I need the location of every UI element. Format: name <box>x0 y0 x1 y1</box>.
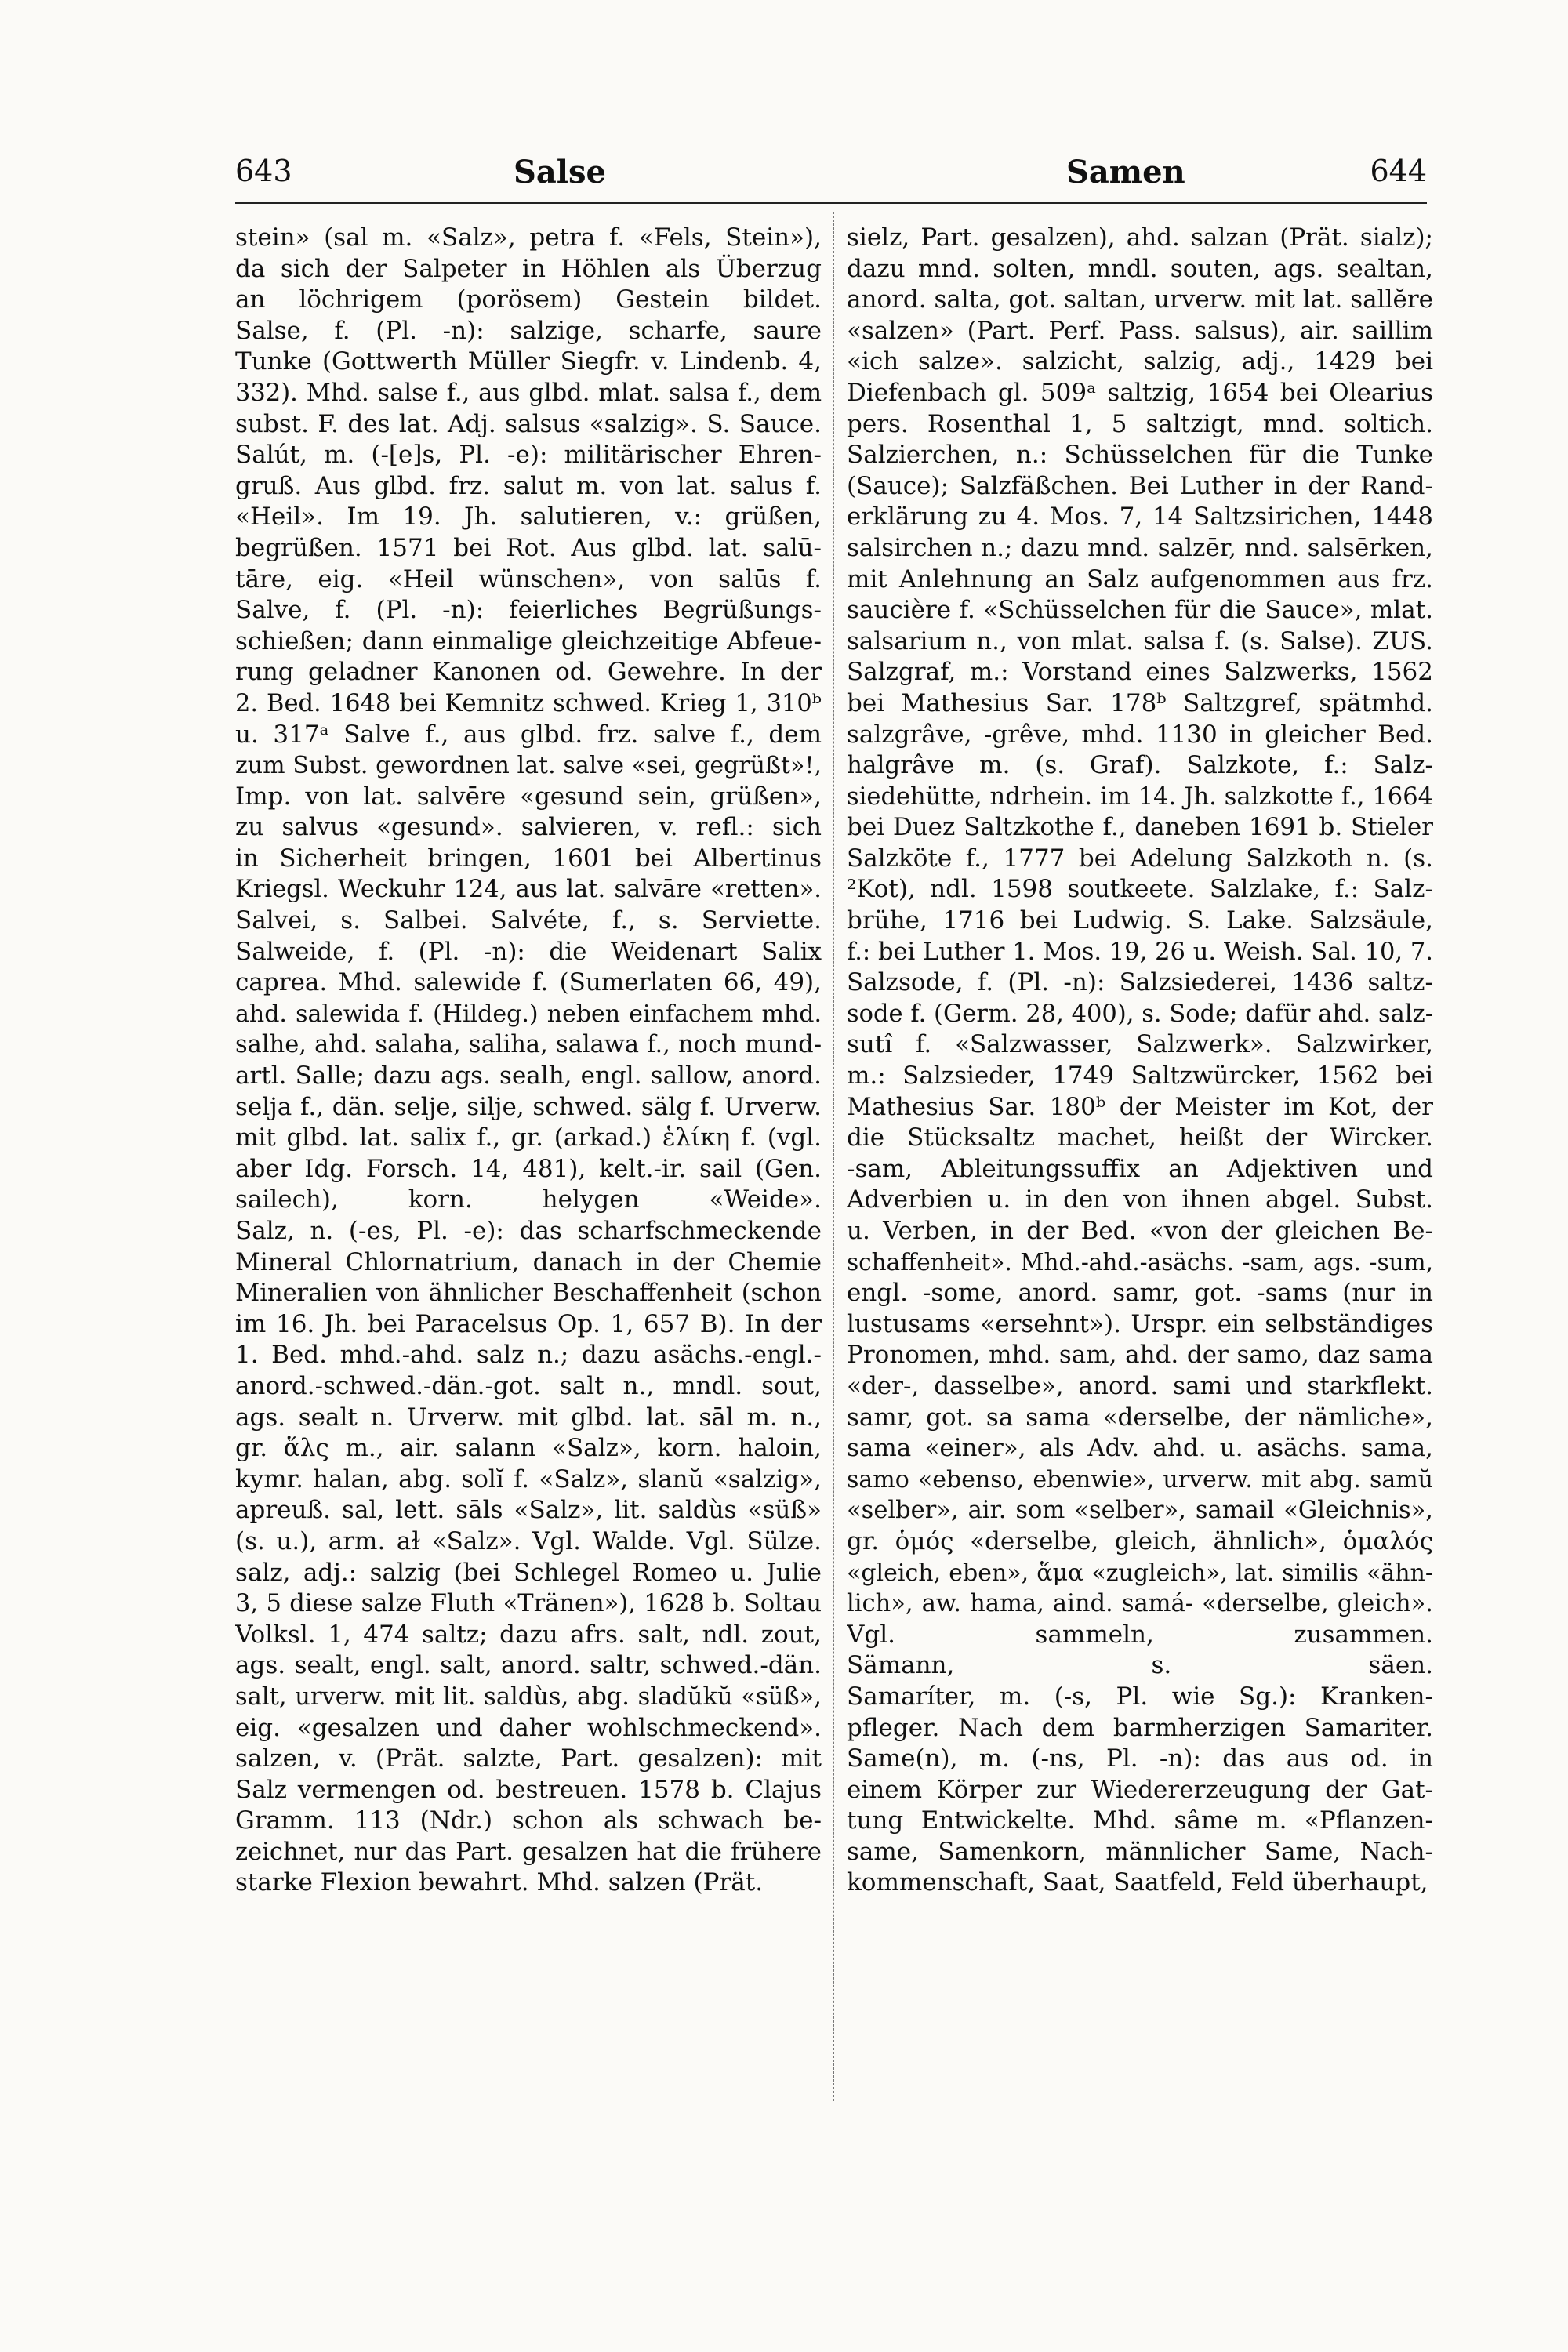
text-line: anord. salta, got. saltan, urverw. mit lat. sallĕre <box>847 285 1433 314</box>
text-line: samr, got. sa sama «derselbe, der nämliche», <box>847 1403 1433 1432</box>
text-line: gruß. Aus glbd. frz. salut m. von lat. salus f. <box>235 471 822 500</box>
text-line: Samaríter, m. (-s, Pl. wie Sg.): Kranken- <box>847 1682 1433 1711</box>
text-line: 2. Bed. 1648 bei Kemnitz schwed. Krieg 1, 310ᵇ <box>235 689 822 717</box>
text-line: Salzgraf, m.: Vorstand eines Salzwerks, 1562 <box>847 658 1433 687</box>
text-line: tāre, eig. «Heil wünschen», von salūs f. <box>235 564 822 593</box>
text-line: Mineral Chlornatrium, danach in der Chemie <box>235 1247 822 1276</box>
text-line: zum Subst. gewordnen lat. salve «sei, gegrüßt»!, <box>235 752 822 780</box>
text-line: «Heil». Im 19. Jh. salutieren, v.: grüßen, <box>235 503 822 532</box>
text-line: selja f., dän. selje, silje, schwed. sälg f. Urverw. <box>235 1092 822 1121</box>
text-line: 1. Bed. mhd.-ahd. salz n.; dazu asächs.-engl.- <box>235 1341 822 1370</box>
text-line: samo «ebenso, ebenwie», urverw. mit abg. samŭ <box>847 1465 1433 1494</box>
text-line: u. 317ᵃ Salve f., aus glbd. frz. salve f., dem <box>235 720 822 749</box>
text-line: salsarium n., von mlat. salsa f. (s. Salse). ZUS. <box>847 626 1433 655</box>
text-line: da sich der Salpeter in Höhlen als Überzug <box>235 254 822 283</box>
text-line: Salút, m. (-[e]s, Pl. -e): militärischer Ehren- <box>235 441 822 470</box>
text-line: eig. «gesalzen und daher wohlschmeckend». <box>235 1713 822 1742</box>
text-line: «gleich, eben», ἅμα «zugleich», lat. similis «ähn- <box>847 1559 1433 1587</box>
text-line: die Stücksaltz machet, heißt der Wircker. <box>847 1123 1433 1152</box>
text-line: mit Anlehnung an Salz aufgenommen aus frz. <box>847 564 1433 593</box>
text-line: kommenschaft, Saat, Saatfeld, Feld überhaupt, <box>847 1868 1428 1897</box>
text-line: Mineralien von ähnlicher Beschaffenheit (schon <box>235 1279 822 1308</box>
text-line: aber Idg. Forsch. 14, 481), kelt.-ir. sail (Gen. <box>235 1154 822 1183</box>
text-line: Salz, n. (-es, Pl. -e): das scharfschmeckende <box>235 1217 822 1245</box>
text-line: erklärung zu 4. Mos. 7, 14 Saltzsirichen, 1448 <box>847 503 1433 532</box>
text-line: schießen; dann einmalige gleichzeitige Abfeue- <box>235 626 822 655</box>
text-line: same, Samenkorn, männlicher Same, Nach- <box>847 1837 1433 1866</box>
text-line: salzgrâve, -grêve, mhd. 1130 in gleicher Bed. <box>847 720 1433 749</box>
text-line: halgrâve m. (s. Graf). Salzkote, f.: Salz- <box>847 751 1433 780</box>
text-line: salz, adj.: salzig (bei Schlegel Romeo u. Julie <box>235 1558 822 1587</box>
text-line: anord.-schwed.-dän.-got. salt n., mndl. sout, <box>235 1371 822 1400</box>
text-line: salzen, v. (Prät. salzte, Part. gesalzen): mit <box>235 1744 822 1773</box>
text-line: brühe, 1716 bei Ludwig. S. Lake. Salzsäule, <box>847 906 1433 935</box>
page-number-right: 644 <box>1370 154 1427 188</box>
text-line: ²Kot), ndl. 1598 soutkeete. Salzlake, f.: Salz- <box>847 875 1433 904</box>
text-line: ags. sealt n. Urverw. mit glbd. lat. sāl m. n., <box>235 1403 822 1432</box>
text-line: «salzen» (Part. Perf. Pass. salsus), air. saillim <box>847 316 1433 345</box>
text-line: artl. Salle; dazu ags. sealh, engl. sallow, anord. <box>235 1062 822 1091</box>
page-number-left: 643 <box>235 154 292 188</box>
text-line: Salzköte f., 1777 bei Adelung Salzkoth n. (s. <box>847 844 1433 873</box>
header-rule <box>235 202 1427 204</box>
text-line: Adverbien u. in den von ihnen abgel. Subst. <box>847 1185 1433 1214</box>
text-line: caprea. Mhd. salewide f. (Sumerlaten 66, 49), <box>235 968 822 997</box>
running-header <box>235 154 1427 193</box>
text-line: 332). Mhd. salse f., aus glbd. mlat. salsa f., dem <box>235 379 822 407</box>
text-line: Pronomen, mhd. sam, ahd. der samo, daz sama <box>847 1341 1433 1370</box>
text-line: kymr. halan, abg. solĭ f. «Salz», slanŭ «salzig», <box>235 1465 822 1494</box>
text-line: im 16. Jh. bei Paracelsus Op. 1, 657 B). In der <box>235 1309 822 1338</box>
text-line: Salzsode, f. (Pl. -n): Salzsiederei, 1436 saltz- <box>847 968 1433 997</box>
text-line: sielz, Part. gesalzen), ahd. salzan (Prät. sialz); <box>847 223 1433 252</box>
text-line: salsirchen n.; dazu mnd. salzēr, nnd. salsērken, <box>847 533 1433 562</box>
text-line: einem Körper zur Wiedererzeugung der Gat- <box>847 1775 1433 1804</box>
text-line: zeichnet, nur das Part. gesalzen hat die frühere <box>235 1838 822 1866</box>
text-line: in Sicherheit bringen, 1601 bei Albertinus <box>235 844 822 873</box>
text-line: bei Mathesius Sar. 178ᵇ Saltzgref, spätmhd. <box>847 688 1433 717</box>
text-line: Salweide, f. (Pl. -n): die Weidenart Salix <box>235 937 822 966</box>
text-line: saucière f. «Schüsselchen für die Sauce», mlat. <box>847 596 1433 625</box>
text-line: Gramm. 113 (Ndr.) schon als schwach be- <box>235 1806 822 1835</box>
text-line: Salvei, s. Salbei. Salvéte, f., s. Serviette. <box>235 906 822 935</box>
text-line: gr. ὁμός «derselbe, gleich, ähnlich», ὁμαλός <box>847 1526 1433 1555</box>
text-line: Salve, f. (Pl. -n): feierliches Begrüßungs- <box>235 596 822 625</box>
text-line: Sämann, s. säen. <box>847 1651 1433 1680</box>
column-divider <box>833 212 834 2101</box>
text-line: salt, urverw. mit lit. saldùs, abg. sladŭkŭ «süß», <box>235 1682 822 1711</box>
text-line: apreuß. sal, lett. sāls «Salz», lit. saldùs «süß» <box>235 1496 822 1525</box>
text-line: ahd. salewida f. (Hildeg.) neben einfachem mhd. <box>235 1000 822 1028</box>
text-line: Diefenbach gl. 509ᵃ saltzig, 1654 bei Olearius <box>847 378 1433 407</box>
text-line: (Sauce); Salzfäßchen. Bei Luther in der Rand- <box>847 471 1433 500</box>
text-line: «der-, dasselbe», anord. sami und starkflekt. <box>847 1371 1433 1400</box>
text-line: dazu mnd. solten, mndl. souten, ags. sealtan, <box>847 254 1433 283</box>
text-line: lich», aw. hama, aind. samá- «derselbe, gleich». <box>847 1590 1433 1618</box>
text-line: siedehütte, ndrhein. im 14. Jh. salzkotte f., 1664 <box>847 782 1433 811</box>
text-line: «ich salze». salzicht, salzig, adj., 1429 bei <box>847 347 1433 376</box>
text-line: gr. ἅλς m., air. salann «Salz», korn. haloin, <box>235 1434 822 1463</box>
text-line: Imp. von lat. salvēre «gesund sein, grüßen», <box>235 782 822 811</box>
text-line: stein» (sal m. «Salz», petra f. «Fels, Stein»), <box>235 223 822 252</box>
text-line: Same(n), m. (-ns, Pl. -n): das aus od. in <box>847 1744 1433 1773</box>
text-line: subst. F. des lat. Adj. salsus «salzig». S. Sauce. <box>235 409 822 438</box>
text-line: «selber», air. som «selber», samail «Gleichnis», <box>847 1497 1433 1525</box>
running-headword-right: Samen <box>1066 154 1185 191</box>
text-line: 3, 5 diese salze Fluth «Tränen»), 1628 b. Soltau <box>235 1590 822 1618</box>
text-line: ags. sealt, engl. salt, anord. saltr, schwed.-dän. <box>235 1651 822 1680</box>
text-line: m.: Salzsieder, 1749 Saltzwürcker, 1562 bei <box>847 1062 1433 1091</box>
text-line: pfleger. Nach dem barmherzigen Samariter. <box>847 1713 1433 1742</box>
text-line: Volksl. 1, 474 saltz; dazu afrs. salt, ndl. zout, <box>235 1620 822 1649</box>
text-line: rung geladner Kanonen od. Gewehre. In der <box>235 658 822 687</box>
text-line: schaffenheit». Mhd.-ahd.-asächs. -sam, ags. -sum, <box>847 1248 1433 1276</box>
running-headword-left: Salse <box>514 154 606 191</box>
left-column <box>235 223 822 1899</box>
text-line: (s. u.), arm. aɫ «Salz». Vgl. Walde. Vgl. Sülze. <box>235 1526 822 1555</box>
text-line: sode f. (Germ. 28, 400), s. Sode; dafür ahd. salz- <box>847 1000 1433 1028</box>
text-line: salhe, ahd. salaha, saliha, salawa f., noch mund- <box>235 1031 822 1059</box>
text-line: bei Duez Saltzkothe f., daneben 1691 b. Stieler <box>847 813 1433 842</box>
text-line: -sam, Ableitungssuffix an Adjektiven und <box>847 1154 1433 1183</box>
text-line: an löchrigem (porösem) Gestein bildet. <box>235 285 822 314</box>
text-line: mit glbd. lat. salix f., gr. (arkad.) ἑλίκη f. (vgl. <box>235 1123 822 1152</box>
text-line: engl. -some, anord. samr, got. -sams (nur in <box>847 1279 1433 1308</box>
text-line: Mathesius Sar. 180ᵇ der Meister im Kot, der <box>847 1092 1433 1121</box>
right-column <box>847 223 1433 1899</box>
text-line: f.: bei Luther 1. Mos. 19, 26 u. Weish. Sal. 10, 7. <box>847 938 1433 966</box>
text-line: begrüßen. 1571 bei Rot. Aus glbd. lat. salū- <box>235 533 822 562</box>
text-line: u. Verben, in der Bed. «von der gleichen Be- <box>847 1217 1433 1245</box>
text-line: Salse, f. (Pl. -n): salzige, scharfe, saure <box>235 316 822 345</box>
text-line: sutî f. «Salzwasser, Salzwerk». Salzwirker, <box>847 1030 1433 1059</box>
text-line: Vgl. sammeln, zusammen. <box>847 1620 1433 1649</box>
text-line: lustusams «ersehnt»). Urspr. ein selbständiges <box>847 1309 1433 1338</box>
text-line: sama «einer», als Adv. ahd. u. asächs. sama, <box>847 1434 1433 1463</box>
text-line: starke Flexion bewahrt. Mhd. salzen (Prät. <box>235 1868 764 1897</box>
text-line: tung Entwickelte. Mhd. sâme m. «Pflanzen- <box>847 1806 1433 1835</box>
text-line: pers. Rosenthal 1, 5 saltzigt, mnd. soltich. <box>847 409 1433 438</box>
text-line: Salz vermengen od. bestreuen. 1578 b. Clajus <box>235 1775 822 1804</box>
text-line: Kriegsl. Weckuhr 124, aus lat. salvāre «retten». <box>235 876 822 904</box>
text-line: Salzierchen, n.: Schüsselchen für die Tunke <box>847 441 1433 470</box>
text-line: sailech), korn. helygen «Weide». <box>235 1185 822 1214</box>
text-line: zu salvus «gesund». salvieren, v. refl.: sich <box>235 813 822 842</box>
text-line: Tunke (Gottwerth Müller Siegfr. v. Lindenb. 4, <box>235 347 822 376</box>
